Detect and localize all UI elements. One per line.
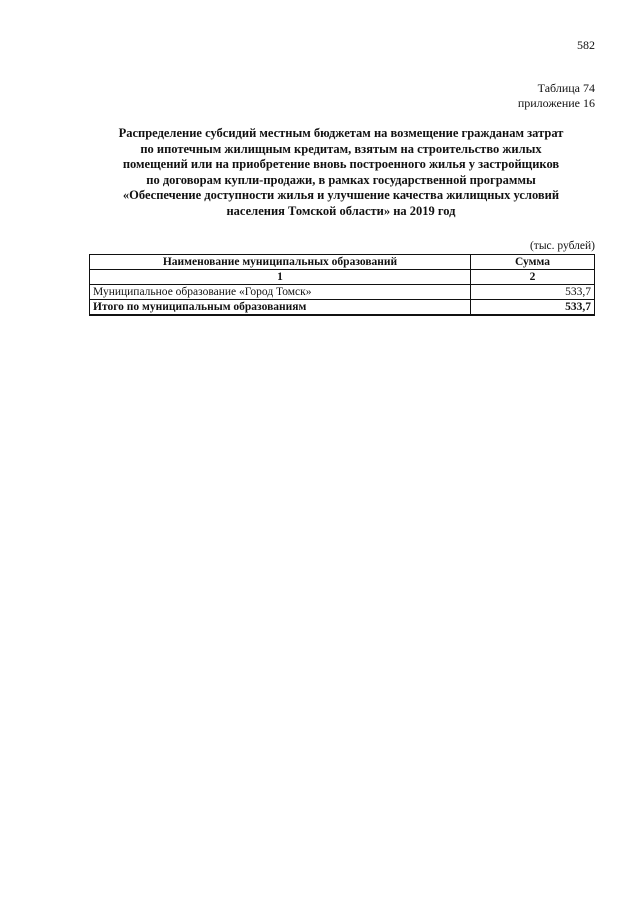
table-label: Таблица 74 bbox=[537, 81, 595, 95]
total-name-cell: Итого по муниципальным образованиям bbox=[90, 300, 471, 316]
total-row bbox=[90, 300, 595, 316]
column-number-1: 1 bbox=[90, 270, 471, 285]
title-line: Распределение субсидий местным бюджетам на возмещение гражданам затрат bbox=[118, 126, 564, 140]
table-reference bbox=[518, 81, 595, 111]
subsidy-table bbox=[89, 254, 595, 316]
column-number-2: 2 bbox=[471, 270, 595, 285]
column-header-sum: Сумма bbox=[471, 255, 595, 270]
row-name-cell: Муниципальное образование «Город Томск» bbox=[90, 285, 471, 300]
units-label: (тыс. рублей) bbox=[529, 240, 595, 252]
title-line: по договорам купли-продажи, в рамках государственной программы bbox=[146, 172, 536, 187]
table-row bbox=[90, 285, 595, 300]
title-line: помещений или на приобретение вновь построенного жилья у застройщиков bbox=[122, 157, 560, 172]
document-title bbox=[86, 126, 596, 220]
row-sum-cell: 533,7 bbox=[471, 285, 595, 300]
title-line: по ипотечным жилищным кредитам, взятым на строительство жилых bbox=[140, 141, 542, 156]
total-sum-cell: 533,7 bbox=[471, 300, 595, 316]
page-number: 582 bbox=[577, 38, 595, 52]
table-header-row bbox=[90, 255, 595, 270]
title-line: «Обеспечение доступности жилья и улучшение качества жилищных условий bbox=[122, 188, 560, 203]
column-number-row bbox=[90, 270, 595, 285]
title-line: населения Томской области» на 2019 год bbox=[226, 203, 456, 218]
appendix-label: приложение 16 bbox=[517, 96, 595, 110]
column-header-name: Наименование муниципальных образований bbox=[90, 255, 471, 270]
